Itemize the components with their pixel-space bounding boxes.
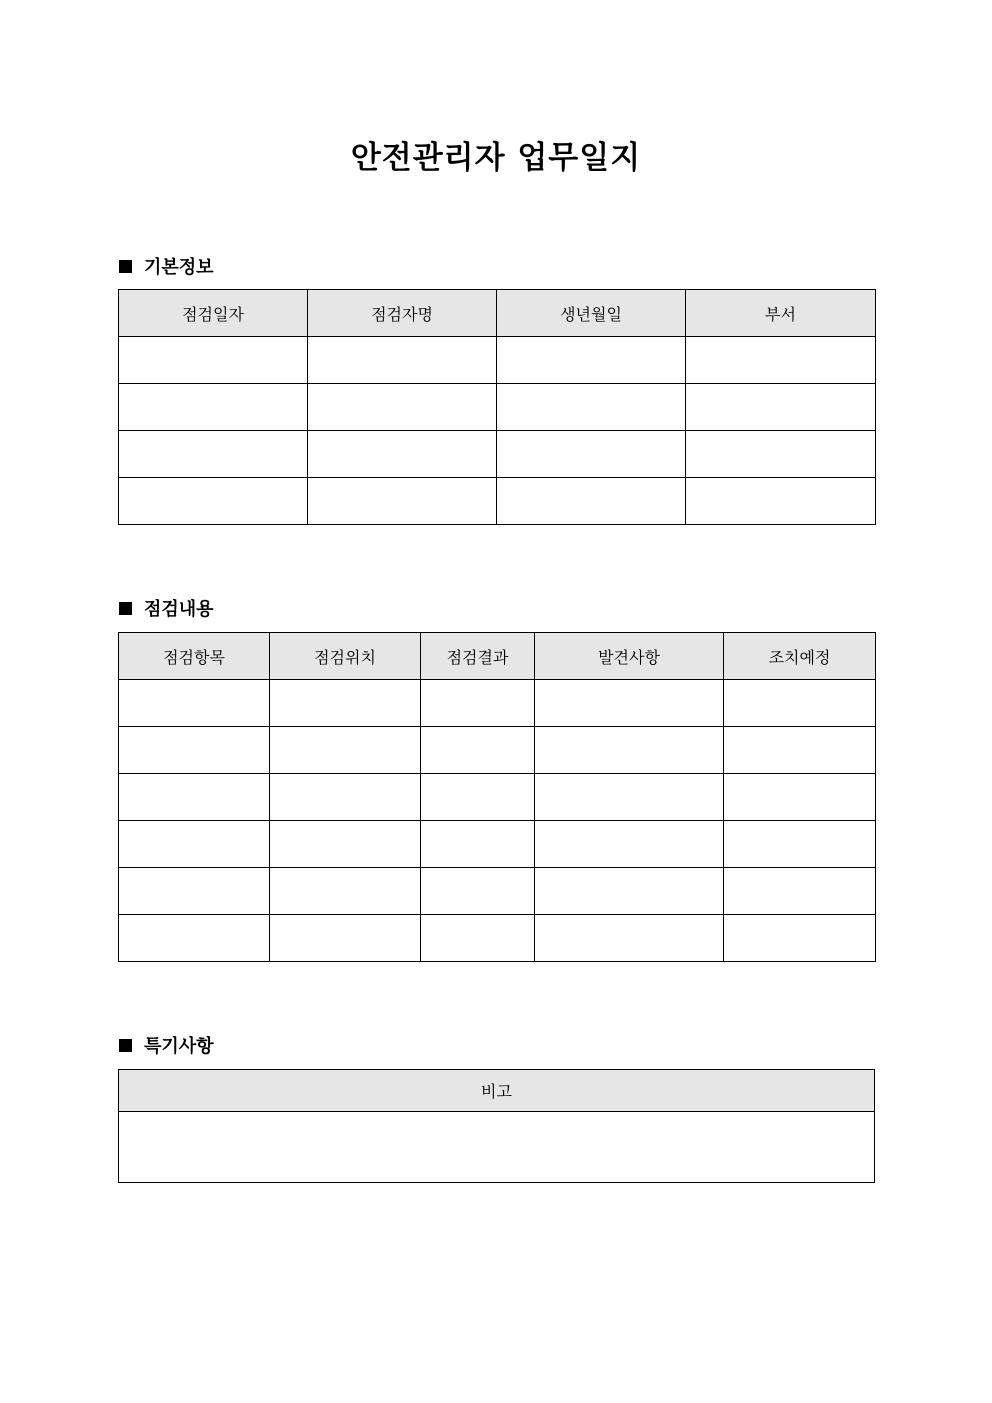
column-header: 점검항목 bbox=[119, 633, 270, 680]
table-cell[interactable] bbox=[270, 680, 421, 727]
table-cell[interactable] bbox=[686, 431, 876, 478]
table-cell[interactable] bbox=[421, 774, 535, 821]
table-cell[interactable] bbox=[119, 774, 270, 821]
table-row bbox=[119, 727, 876, 774]
table-cell[interactable] bbox=[270, 915, 421, 962]
remarks-cell[interactable] bbox=[119, 1112, 875, 1183]
table-header-row bbox=[119, 1070, 875, 1112]
table-cell[interactable] bbox=[119, 384, 308, 431]
section-notes-label bbox=[119, 1032, 214, 1058]
table-row bbox=[119, 1112, 875, 1183]
table-cell[interactable] bbox=[421, 868, 535, 915]
column-header: 생년월일 bbox=[497, 290, 686, 337]
table-cell[interactable] bbox=[119, 680, 270, 727]
column-header: 점검일자 bbox=[119, 290, 308, 337]
black-square-icon bbox=[119, 602, 132, 615]
table-row bbox=[119, 821, 876, 868]
table-cell[interactable] bbox=[686, 384, 876, 431]
column-header: 점검결과 bbox=[421, 633, 535, 680]
column-header: 점검자명 bbox=[308, 290, 497, 337]
table-cell[interactable] bbox=[724, 821, 876, 868]
table-cell[interactable] bbox=[724, 680, 876, 727]
black-square-icon bbox=[119, 1039, 132, 1052]
section-inspection-label bbox=[119, 595, 214, 621]
column-header: 점검위치 bbox=[270, 633, 421, 680]
section-basic-info-label bbox=[119, 253, 214, 279]
table-cell[interactable] bbox=[724, 915, 876, 962]
table-cell[interactable] bbox=[686, 478, 876, 525]
inspection-table bbox=[118, 632, 876, 962]
table-cell[interactable] bbox=[270, 868, 421, 915]
table-cell[interactable] bbox=[119, 727, 270, 774]
table-cell[interactable] bbox=[421, 821, 535, 868]
table-cell[interactable] bbox=[308, 478, 497, 525]
table-header-row bbox=[119, 633, 876, 680]
table-cell[interactable] bbox=[270, 727, 421, 774]
column-header: 조치예정 bbox=[724, 633, 876, 680]
table-cell[interactable] bbox=[535, 727, 724, 774]
column-header: 발견사항 bbox=[535, 633, 724, 680]
table-cell[interactable] bbox=[497, 384, 686, 431]
table-cell[interactable] bbox=[119, 868, 270, 915]
table-cell[interactable] bbox=[497, 337, 686, 384]
table-cell[interactable] bbox=[308, 384, 497, 431]
notes-table bbox=[118, 1069, 875, 1183]
table-cell[interactable] bbox=[686, 337, 876, 384]
table-header-row bbox=[119, 290, 876, 337]
table-cell[interactable] bbox=[421, 915, 535, 962]
section-inspection-title: 점검내용 bbox=[144, 599, 214, 620]
table-cell[interactable] bbox=[724, 727, 876, 774]
table-cell[interactable] bbox=[270, 821, 421, 868]
table-cell[interactable] bbox=[421, 727, 535, 774]
table-row bbox=[119, 774, 876, 821]
remarks-header: 비고 bbox=[119, 1070, 875, 1112]
basic-info-table bbox=[118, 289, 876, 525]
table-cell[interactable] bbox=[119, 337, 308, 384]
table-cell[interactable] bbox=[535, 774, 724, 821]
table-row bbox=[119, 478, 876, 525]
table-cell[interactable] bbox=[724, 774, 876, 821]
table-cell[interactable] bbox=[119, 915, 270, 962]
table-cell[interactable] bbox=[308, 431, 497, 478]
table-row bbox=[119, 915, 876, 962]
table-cell[interactable] bbox=[535, 821, 724, 868]
table-cell[interactable] bbox=[421, 680, 535, 727]
table-cell[interactable] bbox=[535, 680, 724, 727]
table-row bbox=[119, 384, 876, 431]
table-cell[interactable] bbox=[119, 431, 308, 478]
table-cell[interactable] bbox=[308, 337, 497, 384]
black-square-icon bbox=[119, 260, 132, 273]
column-header: 부서 bbox=[686, 290, 876, 337]
page-title: 안전관리자 업무일지 bbox=[350, 140, 642, 176]
table-cell[interactable] bbox=[119, 478, 308, 525]
table-cell[interactable] bbox=[535, 868, 724, 915]
section-basic-info-title: 기본정보 bbox=[144, 257, 214, 278]
section-notes-title: 특기사항 bbox=[144, 1036, 214, 1057]
table-row bbox=[119, 680, 876, 727]
table-cell[interactable] bbox=[497, 431, 686, 478]
table-cell[interactable] bbox=[497, 478, 686, 525]
table-cell[interactable] bbox=[270, 774, 421, 821]
table-cell[interactable] bbox=[724, 868, 876, 915]
table-row bbox=[119, 431, 876, 478]
table-row bbox=[119, 868, 876, 915]
table-cell[interactable] bbox=[535, 915, 724, 962]
table-cell[interactable] bbox=[119, 821, 270, 868]
table-row bbox=[119, 337, 876, 384]
